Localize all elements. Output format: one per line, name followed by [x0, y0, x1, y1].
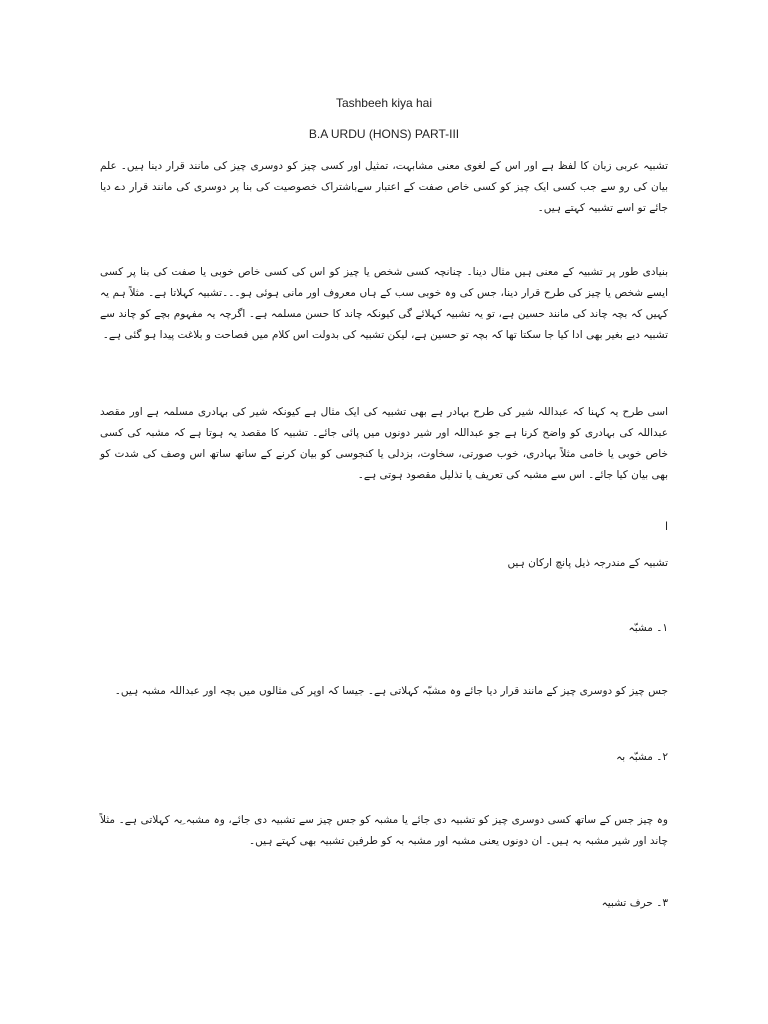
heading-mushabbah-bihi: ۲۔ مشبّہ بہ: [616, 751, 668, 763]
document-title: Tashbeeh kiya hai: [335, 96, 433, 110]
paragraph-definition: تشبیہ عربی زبان کا لفظ ہے اور اس کے لغوی معنی مشابہت، تمثیل اور کسی چیز کو دوسری چیز کی مانند قرار دینا ہیں۔ علم بیان کی رو سے جب کسی ایک چیز کو کسی خاص صفت کے اعتبار سےباشتراک خصوصیت کی بنا پر دوسری کی مانند قرار دے دیا جائے تو اسے تشبیہ کہتے ہیں۔: [100, 160, 668, 214]
document-subtitle: B.A URDU (HONS) PART-III: [308, 127, 460, 141]
heading-mushabbah: ۱۔ مشبّہ: [628, 622, 668, 634]
paragraph-mushabbah-bihi: وہ چیز جس کے ساتھ کسی دوسری چیز کو تشبیہ دی جائے یا مشبہ کو جس چیز سے تشبیہ دی جائے، وہ مشبہ ِبہ کہلاتی ہے۔ مثلاً چاند اور شیر مشبہ بہ ہیں۔ ان دونوں یعنی مشبہ اور مشبہ بہ کو طرفین تشبیہ بھی کہتے ہیں۔: [100, 814, 668, 847]
paragraph-example: اسی طرح یہ کہنا کہ عبداللہ شیر کی طرح بہادر ہے بھی تشبیہ کی ایک مثال ہے کیونکہ شیر کی بہادری مسلمہ ہے اور مقصد عبداللہ کی بہادری کو واضح کرنا ہے جو عبداللہ اور شیر دونوں میں پائی جائے۔ تشبیہ کا مقصد یہ ہوتا ہے کہ مشبہ کی کسی خاص خوبی یا خامی مثلاً بہادری، خوب صورتی، سخاوت، بزدلی یا کنجوسی کو بیان کرنے کے ساتھ ساتھ اس وصف کی شدت کو بھی بیان کیا جائے۔ اس سے مشبہ کی تعریف یا تذلیل مقصود ہوتی ہے۔: [100, 406, 668, 481]
arkan-intro: تشبیہ کے مندرجہ ذیل پانچ ارکان ہیں: [507, 557, 668, 569]
list-marker: ا: [664, 520, 668, 533]
paragraph-mushabbah: جس چیز کو دوسری چیز کے مانند قرار دیا جائے وہ مشبّہ کہلاتی ہے۔ جیسا کہ اوپر کی مثالوں میں بچہ اور عبداللہ مشبہ ہیں۔: [114, 685, 668, 697]
paragraph-basic-meaning: بنیادی طور پر تشبیہ کے معنی ہیں مثال دینا۔ چنانچہ کسی شخص یا چیز کو اس کی کسی خاص خوبی یا صفت کی بنا پر کسی ایسے شخص یا چیز کی طرح قرار دینا، جس کی وہ خوبی سب کے ہاں معروف اور مانی ہوئی ہو۔۔۔تشبیہ کہلاتا ہے۔ مثلاً ہم یہ کہیں کہ بچہ چاند کی مانند حسین ہے، تو یہ تشبیہ کہلائے گی کیونکہ چاند کا حسن مسلمہ ہے۔ اگرچہ یہ مفہوم بچے کو چاند سے تشبیہ دیے بغیر بھی ادا کیا جا سکتا تھا کہ بچہ تو حسین ہے، لیکن تشبیہ کی بدولت اس کلام میں فصاحت و بلاغت پیدا ہو گئی ہے۔: [100, 266, 668, 341]
heading-harf-tashbeeh: ۳۔ حرف تشبیہ: [601, 897, 668, 909]
